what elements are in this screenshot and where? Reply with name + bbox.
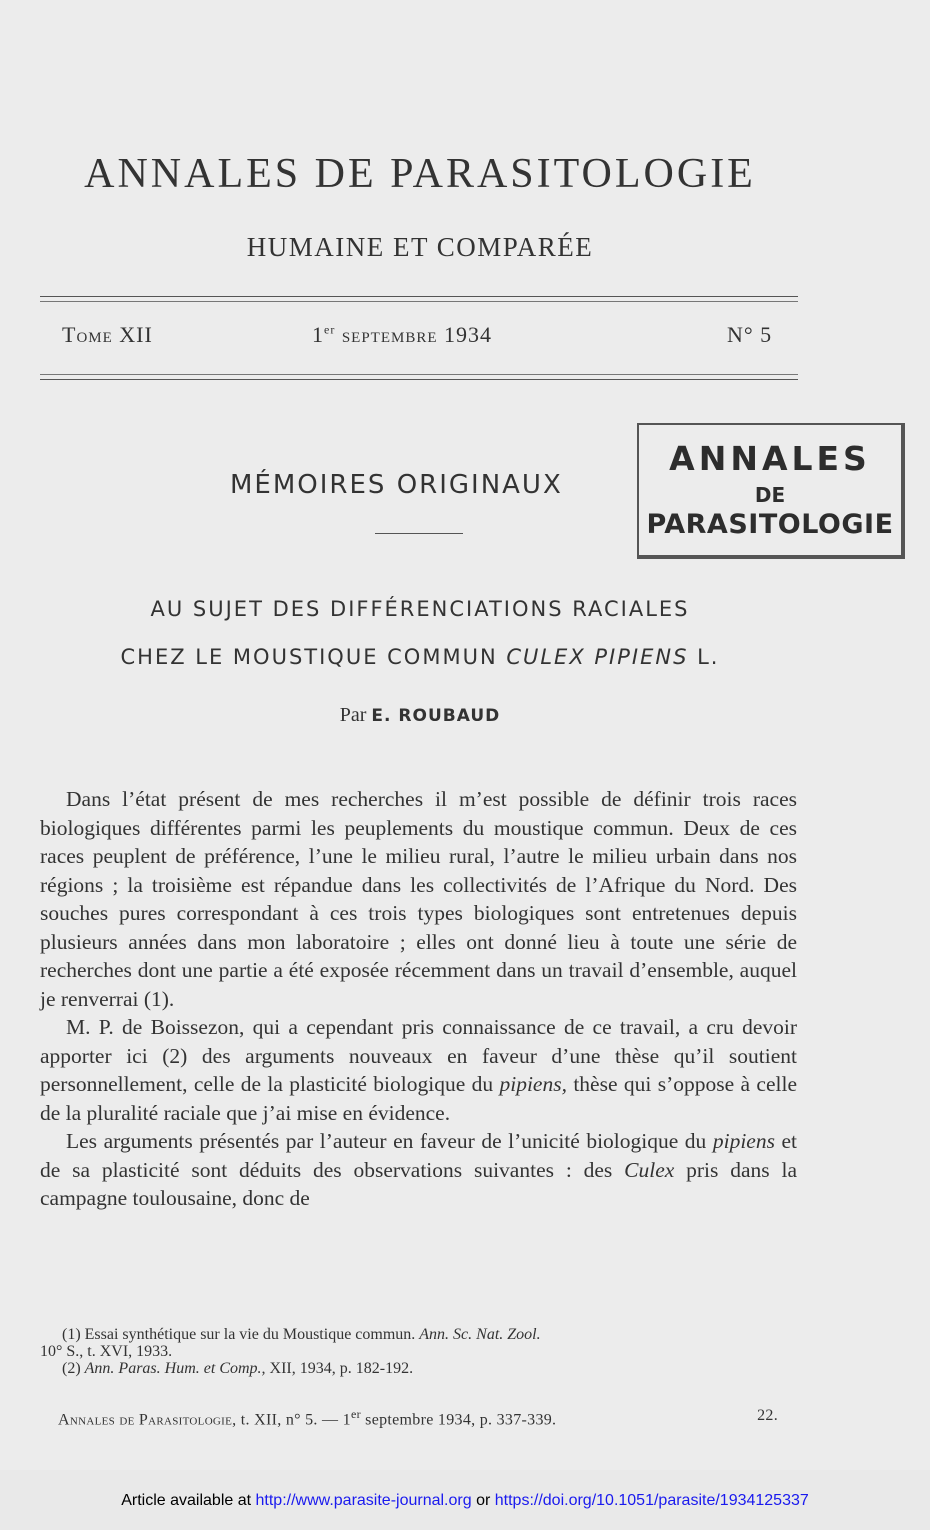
article-body: [40, 785, 797, 1213]
issue-date: 1er septembre 1934: [312, 322, 493, 347]
footnote-1-continued: 10° S., t. XVI, 1933.: [40, 1343, 173, 1360]
doi-link[interactable]: https://doi.org/10.1051/parasite/1934125337: [494, 1492, 809, 1509]
article-title-line-2: CHEZ LE MOUSTIQUE COMMUN CULEX PIPIENS L.: [120, 645, 720, 669]
header-rule-top: [40, 296, 798, 297]
journal-subtitle: HUMAINE ET COMPARÉE: [246, 232, 594, 262]
article-title-line-1: AU SUJET DES DIFFÉRENCIATIONS RACIALES: [150, 597, 690, 621]
article-author: Par E. ROUBAUD: [339, 704, 501, 726]
header-rule-top-2: [40, 301, 798, 302]
page-label: 22.: [757, 1407, 778, 1424]
library-stamp: [637, 423, 905, 559]
journal-title: ANNALES DE PARASITOLOGIE: [84, 151, 756, 197]
availability-notice: Article available at http://www.parasite-journal.org or https://doi.org/10.1051/parasite/1934125337: [121, 1492, 809, 1509]
header-rule-bottom-2: [40, 379, 798, 380]
footnote-1: (1) Essai synthétique sur la vie du Moustique commun. Ann. Sc. Nat. Zool.: [62, 1326, 541, 1343]
section-divider: [375, 533, 463, 534]
stamp-line-1: ANNALES: [669, 439, 871, 478]
stamp-line-2: DE: [754, 483, 786, 507]
paragraph-2: M. P. de Boissezon, qui a cependant pris connaissance de ce travail, a cru devoir apporter ici (2) des arguments nouveaux en faveur d’une thèse qu’il soutient personnellement, celle de la plasticité biologique du pipiens, thèse qui s’oppose à celle de la pluralité raciale que j’ai mise en évidence.: [40, 1015, 797, 1125]
paragraph-3: Les arguments présentés par l’auteur en faveur de l’unicité biologique du pipiens et de sa plasticité sont déduits des observations suivantes : des Culex pris dans la campagne toulousaine, donc de: [40, 1129, 797, 1210]
header-rule-bottom: [40, 374, 798, 375]
tome-label: Tome XII: [62, 322, 153, 347]
journal-link[interactable]: http://www.parasite-journal.org: [255, 1492, 472, 1509]
citation-footer: Annales de Parasitologie, t. XII, n° 5. — 1er septembre 1934, p. 337-339. 22.: [58, 1407, 778, 1429]
paragraph-1: Dans l’état présent de mes recherches il m’est possible de définir trois races biologiques différentes parmi les peuplements du moustique commun. Deux de ces races peuplent de préférence, l’une le milieu rural, l’autre le milieu urbain dans nos régions ; la troisième est répandue dans les collectivités de l’Afrique du Nord. Des souches pures correspondant à ces trois types biologiques sont entretenues depuis plusieurs années dans mon laboratoire ; elles ont donné lieu à toute une série de recherches dont une partie a été exposée récemment dans un travail d’ensemble, auquel je renverrai (1).: [40, 787, 797, 1011]
footnote-2: (2) Ann. Paras. Hum. et Comp., XII, 1934, p. 182-192.: [62, 1360, 414, 1377]
section-heading: MÉMOIRES ORIGINAUX: [230, 470, 563, 500]
issue-number: N° 5: [727, 322, 773, 347]
footnotes: [40, 1326, 800, 1377]
stamp-line-3: PARASITOLOGIE: [646, 509, 894, 540]
